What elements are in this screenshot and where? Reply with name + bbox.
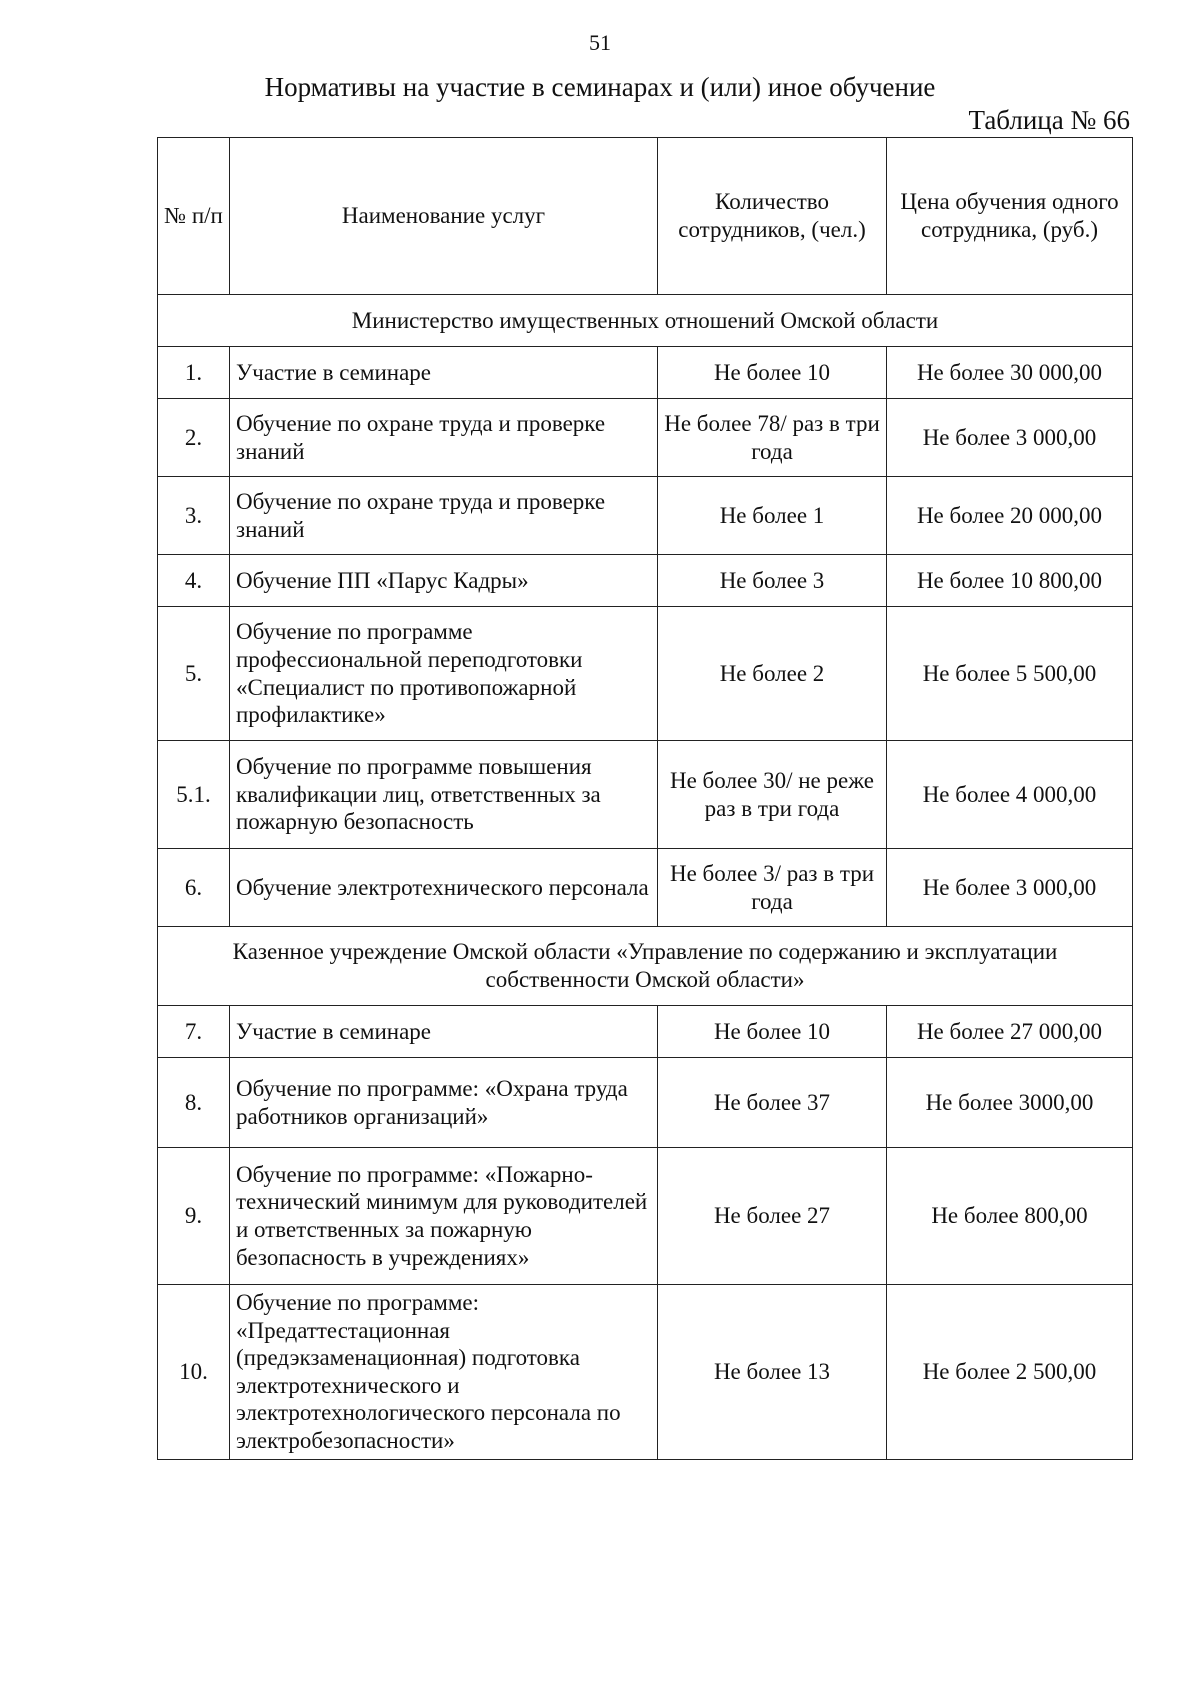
row-service-name: Обучение по охране труда и проверке знаний	[230, 477, 658, 555]
document-title: Нормативы на участие в семинарах и (или) иное обучение	[264, 72, 936, 102]
table-caption: Таблица № 66	[968, 105, 1130, 135]
section-row	[158, 295, 1133, 347]
table-row	[158, 607, 1133, 741]
row-number: 4.	[158, 555, 230, 607]
row-number: 6.	[158, 849, 230, 927]
row-service-name: Обучение по программе: «Охрана труда работников организаций»	[230, 1058, 658, 1148]
table-row	[158, 1285, 1133, 1460]
header-name: Наименование услуг	[230, 138, 658, 295]
row-service-name: Обучение по программе: «Пожарно-технический минимум для руководителей и ответственных за пожарную безопасность в учреждениях»	[230, 1148, 658, 1285]
row-price: Не более 27 000,00	[887, 1006, 1133, 1058]
row-service-name: Обучение электротехнического персонала	[230, 849, 658, 927]
header-price: Цена обучения одного сотрудника, (руб.)	[887, 138, 1133, 295]
row-quantity: Не более 3/ раз в три года	[658, 849, 887, 927]
row-price: Не более 4 000,00	[887, 741, 1133, 849]
page-number: 51	[589, 30, 611, 55]
row-service-name: Обучение по программе повышения квалификации лиц, ответственных за пожарную безопасность	[230, 741, 658, 849]
row-number: 2.	[158, 399, 230, 477]
table-header-row	[158, 138, 1133, 295]
section-title: Казенное учреждение Омской области «Управление по содержанию и эксплуатации собственности Омской области»	[158, 927, 1133, 1006]
row-number: 8.	[158, 1058, 230, 1148]
row-number: 3.	[158, 477, 230, 555]
table-row	[158, 347, 1133, 399]
table-row	[158, 1006, 1133, 1058]
table-row	[158, 1148, 1133, 1285]
row-price: Не более 5 500,00	[887, 607, 1133, 741]
table-row	[158, 477, 1133, 555]
section-title: Министерство имущественных отношений Омской области	[158, 295, 1133, 347]
row-quantity: Не более 27	[658, 1148, 887, 1285]
row-service-name: Участие в семинаре	[230, 1006, 658, 1058]
table-row	[158, 1058, 1133, 1148]
row-service-name: Обучение по охране труда и проверке знаний	[230, 399, 658, 477]
row-quantity: Не более 30/ не реже раз в три года	[658, 741, 887, 849]
row-price: Не более 2 500,00	[887, 1285, 1133, 1460]
row-service-name: Обучение по программе: «Предаттестационная (предэкзаменационная) подготовка электротехнического и электротехнологического персонала по электробезопасности»	[230, 1285, 658, 1460]
row-quantity: Не более 1	[658, 477, 887, 555]
row-number: 1.	[158, 347, 230, 399]
norms-table	[157, 137, 1133, 1460]
row-quantity: Не более 3	[658, 555, 887, 607]
row-price: Не более 800,00	[887, 1148, 1133, 1285]
row-quantity: Не более 10	[658, 1006, 887, 1058]
row-service-name: Обучение ПП «Парус Кадры»	[230, 555, 658, 607]
row-number: 5.	[158, 607, 230, 741]
row-quantity: Не более 2	[658, 607, 887, 741]
row-quantity: Не более 37	[658, 1058, 887, 1148]
table-body	[158, 295, 1133, 1460]
row-quantity: Не более 13	[658, 1285, 887, 1460]
row-price: Не более 30 000,00	[887, 347, 1133, 399]
row-number: 5.1.	[158, 741, 230, 849]
row-number: 10.	[158, 1285, 230, 1460]
row-number: 7.	[158, 1006, 230, 1058]
row-number: 9.	[158, 1148, 230, 1285]
header-num: № п/п	[158, 138, 230, 295]
row-price: Не более 3000,00	[887, 1058, 1133, 1148]
header-quantity: Количество сотрудников, (чел.)	[658, 138, 887, 295]
row-quantity: Не более 78/ раз в три года	[658, 399, 887, 477]
table-row	[158, 741, 1133, 849]
row-price: Не более 10 800,00	[887, 555, 1133, 607]
table-row	[158, 555, 1133, 607]
section-row	[158, 927, 1133, 1006]
row-price: Не более 20 000,00	[887, 477, 1133, 555]
row-price: Не более 3 000,00	[887, 399, 1133, 477]
row-quantity: Не более 10	[658, 347, 887, 399]
row-service-name: Обучение по программе профессиональной переподготовки «Специалист по противопожарной профилактике»	[230, 607, 658, 741]
table-row	[158, 399, 1133, 477]
table-row	[158, 849, 1133, 927]
row-price: Не более 3 000,00	[887, 849, 1133, 927]
row-service-name: Участие в семинаре	[230, 347, 658, 399]
